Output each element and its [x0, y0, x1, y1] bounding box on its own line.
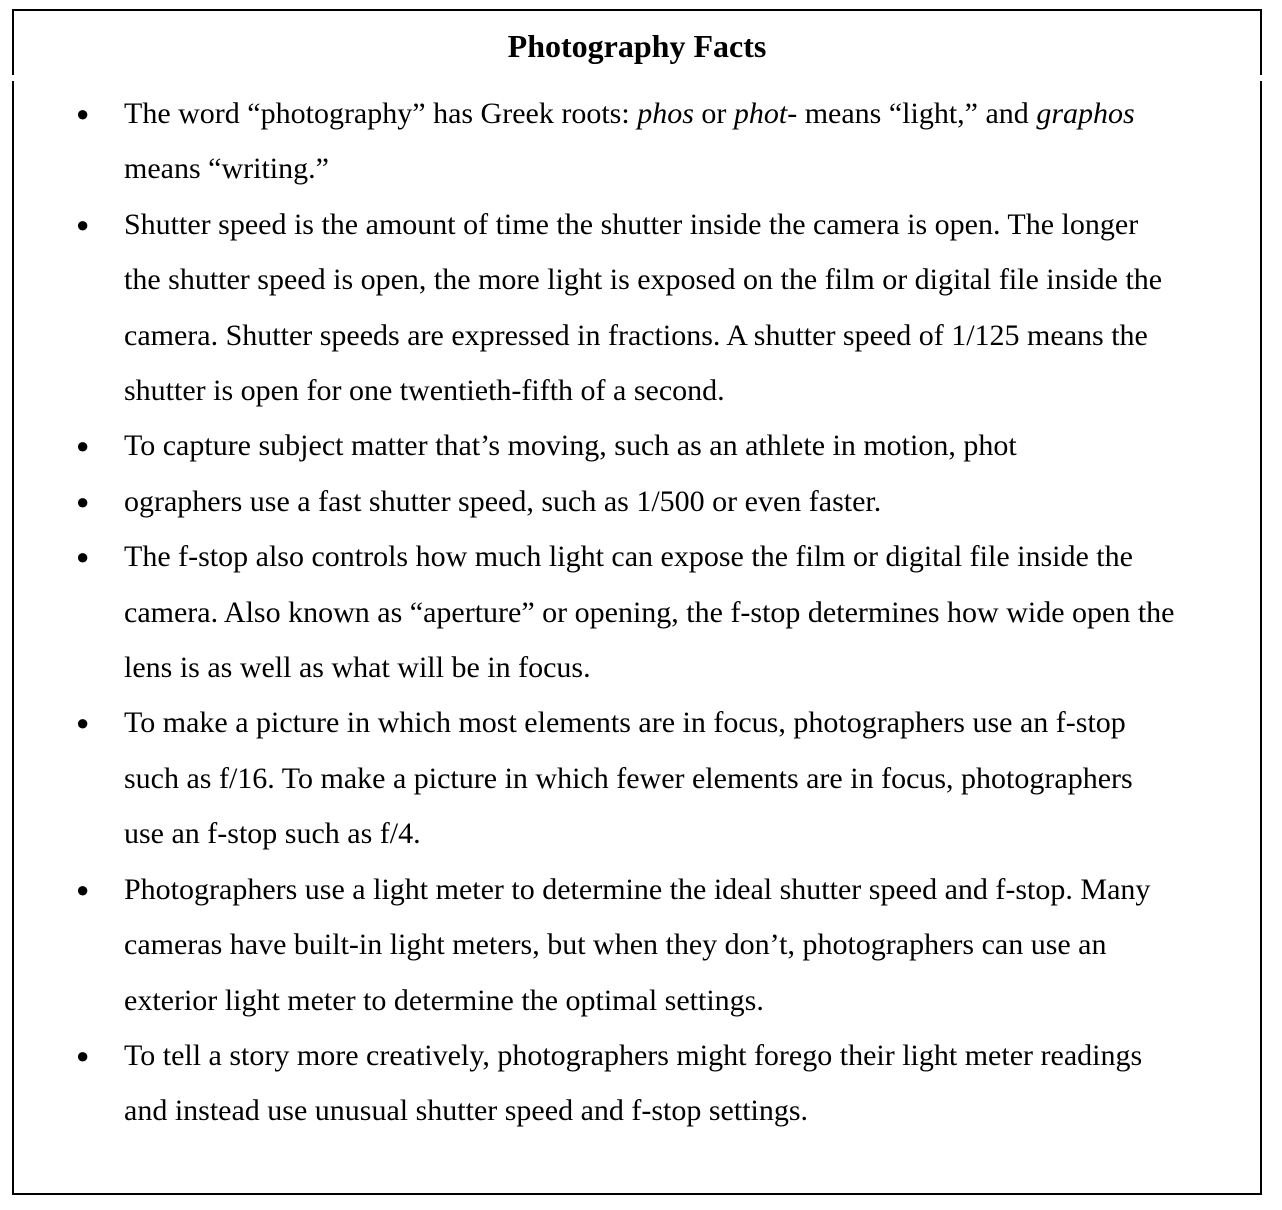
- fact-text: the shutter speed is open, the more light is exposed on the film or digital file inside the: [124, 263, 1163, 297]
- fact-line: [124, 751, 1254, 806]
- fact-text: To tell a story more creatively, photographers might forego their light meter readings: [124, 1038, 1143, 1072]
- fact-text: To make a picture in which most elements are in focus, photographers use an f-stop: [124, 706, 1126, 740]
- fact-item: [14, 695, 1260, 861]
- fact-line: [124, 308, 1254, 363]
- fact-item: [14, 862, 1260, 1028]
- fact-line: [124, 585, 1254, 640]
- fact-text: lens is as well as what will be in focus.: [124, 651, 591, 685]
- bullet-icon: ●: [76, 488, 90, 514]
- italic-term: phos: [637, 97, 694, 130]
- fact-text: shutter is open for one twentieth-fifth of a second.: [124, 374, 725, 408]
- fact-text: The f-stop also controls how much light can expose the film or digital file inside the: [124, 540, 1133, 574]
- fact-text: camera. Shutter speeds are expressed in fractions. A shutter speed of 1/125 means the: [124, 318, 1148, 352]
- photography-facts-box: [12, 9, 1262, 1195]
- fact-text: exterior light meter to determine the optimal settings.: [124, 983, 764, 1017]
- fact-line: [124, 418, 1254, 473]
- fact-text: camera. Also known as “aperture” or opening, the f-stop determines how wide open the: [124, 595, 1175, 629]
- fact-line: [124, 529, 1254, 584]
- bullet-icon: ●: [76, 876, 90, 902]
- fact-line: [124, 197, 1254, 252]
- italic-term: graphos: [1036, 97, 1135, 130]
- bullet-icon: ●: [76, 544, 90, 570]
- fact-text: - means “light,” and: [787, 97, 1037, 130]
- fact-text: Shutter speed is the amount of time the shutter inside the camera is open. The longer: [124, 207, 1139, 241]
- bullet-icon: ●: [76, 211, 90, 237]
- fact-line: [124, 141, 1254, 196]
- fact-item: [14, 529, 1260, 695]
- fact-line: [124, 474, 1254, 529]
- fact-text: or: [693, 97, 734, 130]
- fact-item: [14, 1028, 1260, 1139]
- fact-text: and instead use unusual shutter speed and f-stop settings.: [124, 1094, 809, 1128]
- bullet-icon: ●: [76, 1042, 90, 1068]
- fact-line: [124, 862, 1254, 917]
- document-title: Photography Facts: [507, 28, 767, 64]
- italic-term: phot: [733, 97, 788, 130]
- fact-text: To capture subject matter that’s moving, such as an athlete in motion, phot: [124, 429, 1017, 463]
- fact-item: [14, 474, 1260, 529]
- fact-text: Photographers use a light meter to determine the ideal shutter speed and f-stop. Many: [124, 872, 1151, 906]
- bullet-icon: ●: [76, 433, 90, 459]
- fact-line: [124, 973, 1254, 1028]
- fact-line: [124, 917, 1254, 972]
- fact-item: [14, 418, 1260, 473]
- fact-text: such as f/16. To make a picture in which fewer elements are in focus, photographers: [124, 761, 1133, 795]
- border-gap-left: [11, 75, 15, 81]
- fact-item: [14, 197, 1260, 419]
- fact-line: [124, 252, 1254, 307]
- fact-text: use an f-stop such as f/4.: [124, 817, 421, 851]
- fact-line: [124, 363, 1254, 418]
- fact-line: [124, 640, 1254, 695]
- facts-list: [14, 86, 1260, 1139]
- fact-line: [124, 1083, 1254, 1138]
- fact-text: means “writing.”: [124, 152, 329, 186]
- fact-text: ographers use a fast shutter speed, such as 1/500 or even faster.: [124, 484, 882, 518]
- fact-line: [124, 806, 1254, 861]
- bullet-icon: ●: [76, 101, 90, 126]
- bullet-icon: ●: [76, 710, 90, 736]
- fact-line: [124, 86, 1254, 141]
- fact-line: [124, 1028, 1254, 1083]
- fact-line: [124, 695, 1254, 750]
- fact-text: cameras have built-in light meters, but when they don’t, photographers can use an: [124, 928, 1107, 962]
- border-gap-right: [1259, 75, 1263, 81]
- fact-item: [14, 86, 1260, 197]
- fact-text: The word “photography” has Greek roots:: [124, 97, 638, 130]
